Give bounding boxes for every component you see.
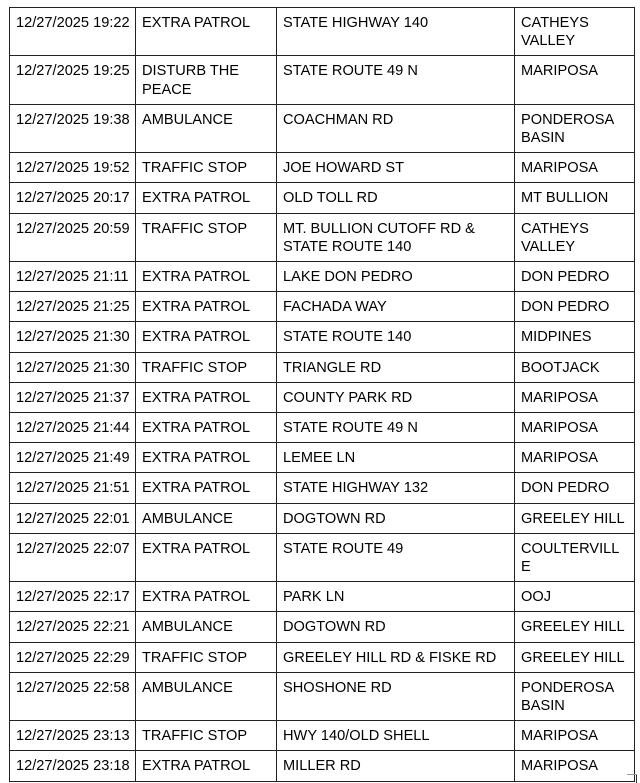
city-cell: CATHEYS VALLEY [515,213,635,261]
location-cell: FACHADA WAY [277,292,515,322]
table-row [10,721,635,751]
table-row [10,153,635,183]
call-type-cell: AMBULANCE [136,612,277,642]
table-row [10,183,635,213]
location-cell: COUNTY PARK RD [277,382,515,412]
call-type-cell: AMBULANCE [136,104,277,152]
datetime-cell: 12/27/2025 21:51 [10,473,136,503]
location-cell: STATE ROUTE 49 N [277,56,515,104]
datetime-cell: 12/27/2025 19:25 [10,56,136,104]
datetime-cell: 12/27/2025 19:22 [10,8,136,56]
city-cell: PONDEROSA BASIN [515,672,635,720]
location-cell: STATE HIGHWAY 132 [277,473,515,503]
city-cell: MARIPOSA [515,443,635,473]
location-cell: STATE ROUTE 49 N [277,413,515,443]
datetime-cell: 12/27/2025 22:01 [10,503,136,533]
datetime-cell: 12/27/2025 21:49 [10,443,136,473]
datetime-cell: 12/27/2025 22:21 [10,612,136,642]
datetime-cell: 12/27/2025 22:29 [10,642,136,672]
call-type-cell: DISTURB THE PEACE [136,56,277,104]
call-type-cell: EXTRA PATROL [136,8,277,56]
table-row [10,751,635,781]
table-row [10,533,635,581]
call-log-body [10,8,635,782]
city-cell: GREELEY HILL [515,612,635,642]
table-row [10,104,635,152]
datetime-cell: 12/27/2025 21:25 [10,292,136,322]
page-edge-line [627,774,637,775]
location-cell: TRIANGLE RD [277,352,515,382]
call-type-cell: TRAFFIC STOP [136,213,277,261]
location-cell: DOGTOWN RD [277,612,515,642]
location-cell: GREELEY HILL RD & FISKE RD [277,642,515,672]
call-type-cell: EXTRA PATROL [136,292,277,322]
city-cell: GREELEY HILL [515,503,635,533]
location-cell: LAKE DON PEDRO [277,262,515,292]
datetime-cell: 12/27/2025 21:37 [10,382,136,412]
datetime-cell: 12/27/2025 22:58 [10,672,136,720]
table-row [10,443,635,473]
call-type-cell: EXTRA PATROL [136,443,277,473]
call-type-cell: AMBULANCE [136,672,277,720]
location-cell: MT. BULLION CUTOFF RD & STATE ROUTE 140 [277,213,515,261]
datetime-cell: 12/27/2025 20:59 [10,213,136,261]
location-cell: DOGTOWN RD [277,503,515,533]
city-cell: MARIPOSA [515,413,635,443]
location-cell: MILLER RD [277,751,515,781]
table-row [10,322,635,352]
datetime-cell: 12/27/2025 23:18 [10,751,136,781]
city-cell: OOJ [515,582,635,612]
table-row [10,582,635,612]
datetime-cell: 12/27/2025 19:52 [10,153,136,183]
location-cell: OLD TOLL RD [277,183,515,213]
location-cell: STATE ROUTE 140 [277,322,515,352]
call-type-cell: EXTRA PATROL [136,582,277,612]
datetime-cell: 12/27/2025 21:30 [10,352,136,382]
city-cell: COULTERVILLE [515,533,635,581]
call-type-cell: EXTRA PATROL [136,413,277,443]
city-cell: DON PEDRO [515,473,635,503]
table-row [10,642,635,672]
datetime-cell: 12/27/2025 20:17 [10,183,136,213]
city-cell: MARIPOSA [515,751,635,781]
location-cell: PARK LN [277,582,515,612]
table-row [10,473,635,503]
call-type-cell: EXTRA PATROL [136,473,277,503]
location-cell: STATE ROUTE 49 [277,533,515,581]
location-cell: JOE HOWARD ST [277,153,515,183]
city-cell: MARIPOSA [515,721,635,751]
datetime-cell: 12/27/2025 22:17 [10,582,136,612]
city-cell: MT BULLION [515,183,635,213]
location-cell: STATE HIGHWAY 140 [277,8,515,56]
call-type-cell: EXTRA PATROL [136,183,277,213]
call-type-cell: TRAFFIC STOP [136,153,277,183]
table-row [10,56,635,104]
table-row [10,612,635,642]
table-row [10,8,635,56]
datetime-cell: 12/27/2025 21:30 [10,322,136,352]
city-cell: GREELEY HILL [515,642,635,672]
datetime-cell: 12/27/2025 21:11 [10,262,136,292]
city-cell: MIDPINES [515,322,635,352]
location-cell: LEMEE LN [277,443,515,473]
page-edge-mark [636,774,637,783]
call-type-cell: EXTRA PATROL [136,533,277,581]
datetime-cell: 12/27/2025 22:07 [10,533,136,581]
location-cell: HWY 140/OLD SHELL [277,721,515,751]
datetime-cell: 12/27/2025 23:13 [10,721,136,751]
call-type-cell: EXTRA PATROL [136,382,277,412]
city-cell: MARIPOSA [515,153,635,183]
call-type-cell: AMBULANCE [136,503,277,533]
city-cell: DON PEDRO [515,292,635,322]
city-cell: BOOTJACK [515,352,635,382]
table-row [10,672,635,720]
call-type-cell: EXTRA PATROL [136,262,277,292]
city-cell: CATHEYS VALLEY [515,8,635,56]
call-type-cell: EXTRA PATROL [136,751,277,781]
call-type-cell: TRAFFIC STOP [136,721,277,751]
table-row [10,382,635,412]
table-row [10,503,635,533]
table-row [10,262,635,292]
table-row [10,352,635,382]
datetime-cell: 12/27/2025 21:44 [10,413,136,443]
location-cell: SHOSHONE RD [277,672,515,720]
city-cell: MARIPOSA [515,382,635,412]
location-cell: COACHMAN RD [277,104,515,152]
table-row [10,292,635,322]
call-type-cell: TRAFFIC STOP [136,642,277,672]
city-cell: MARIPOSA [515,56,635,104]
city-cell: PONDEROSA BASIN [515,104,635,152]
call-type-cell: EXTRA PATROL [136,322,277,352]
datetime-cell: 12/27/2025 19:38 [10,104,136,152]
table-row [10,213,635,261]
call-log-table [9,7,635,782]
table-row [10,413,635,443]
call-type-cell: TRAFFIC STOP [136,352,277,382]
city-cell: DON PEDRO [515,262,635,292]
